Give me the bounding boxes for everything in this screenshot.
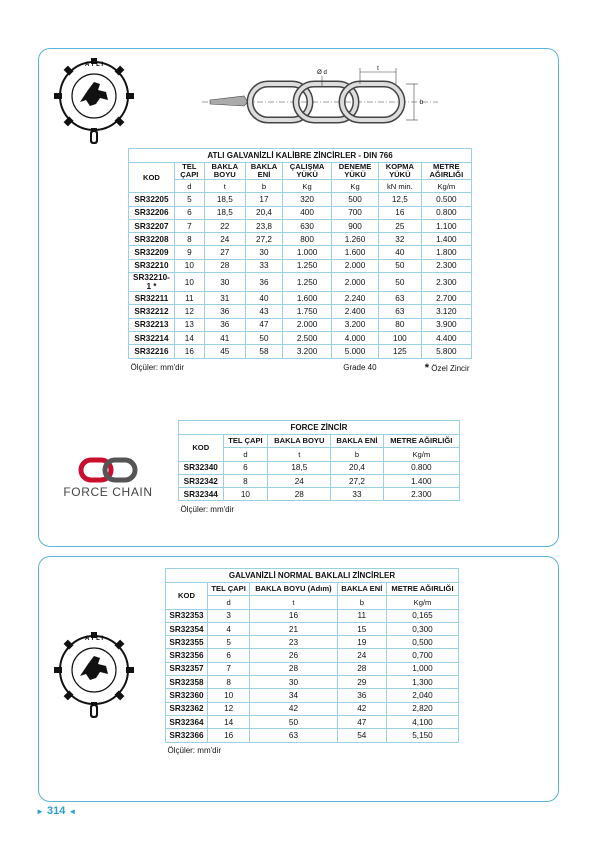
table-title: GALVANİZLİ NORMAL BAKLALI ZİNCİRLER <box>166 569 459 583</box>
table-cell: 8 <box>174 233 204 246</box>
table-cell: 0.800 <box>383 461 459 474</box>
table-row <box>129 273 472 292</box>
col-header: BAKLA ENİ <box>245 163 282 180</box>
table-cell: 22 <box>204 219 245 232</box>
table-row <box>129 331 472 344</box>
table-cell: 2.300 <box>421 273 471 292</box>
table-title: ATLI GALVANİZLİ KALİBRE ZİNCİRLER - DIN 766 <box>129 149 472 163</box>
table-cell: 50 <box>379 259 422 272</box>
table-cell: 2,820 <box>386 702 458 715</box>
table-cell: 54 <box>337 729 386 742</box>
table-cell: 2.240 <box>332 292 379 305</box>
table-cell: 50 <box>250 715 337 728</box>
company-logo <box>54 632 134 722</box>
table-cell: 15 <box>337 622 386 635</box>
table-cell: 10 <box>223 488 268 501</box>
page-number <box>36 805 76 817</box>
table-cell: 18,5 <box>204 193 245 206</box>
unit-cell: t <box>268 448 331 461</box>
table-cell: 42 <box>337 702 386 715</box>
table-cell: 36 <box>204 318 245 331</box>
table-row <box>166 729 459 742</box>
table-cell: 800 <box>283 233 332 246</box>
table-cell: 10 <box>174 273 204 292</box>
table-cell: 29 <box>337 676 386 689</box>
table-cell: 20,4 <box>245 206 282 219</box>
force-chain-logo <box>55 456 161 504</box>
force-chain-table <box>178 420 460 514</box>
table-cell: 33 <box>331 488 383 501</box>
product-code: SR32210-1 * <box>129 273 175 292</box>
table-cell: 50 <box>379 273 422 292</box>
table-cell: 4.400 <box>421 331 471 344</box>
table-cell: 2.700 <box>421 292 471 305</box>
table-cell: 1.260 <box>332 233 379 246</box>
table-cell: 10 <box>207 689 249 702</box>
unit-cell: t <box>250 596 337 609</box>
table-cell: 25 <box>379 219 422 232</box>
table-cell: 3.900 <box>421 318 471 331</box>
product-code: SR32355 <box>166 636 208 649</box>
product-code: SR32353 <box>166 609 208 622</box>
table-cell: 28 <box>204 259 245 272</box>
svg-text:A T L I: A T L I <box>85 636 103 642</box>
col-header: METRE AĞIRLIĞI <box>383 435 459 448</box>
diagram-label-d: Ø d <box>317 70 327 76</box>
page-number-text: 314 <box>46 805 66 817</box>
table-cell: 43 <box>245 305 282 318</box>
table-cell: 3 <box>207 609 249 622</box>
table-cell: 1.250 <box>283 259 332 272</box>
table-cell: 33 <box>245 259 282 272</box>
product-code: SR32205 <box>129 193 175 206</box>
table-row <box>166 689 459 702</box>
table-cell: 5 <box>207 636 249 649</box>
unit-cell: Kg <box>332 180 379 193</box>
table-row <box>166 609 459 622</box>
table-cell: 1.100 <box>421 219 471 232</box>
table-cell: 2.300 <box>421 259 471 272</box>
col-header: KOPMA YÜKÜ <box>379 163 422 180</box>
table-cell: 500 <box>332 193 379 206</box>
product-code: SR32360 <box>166 689 208 702</box>
table-cell: 320 <box>283 193 332 206</box>
unit-cell: kN min. <box>379 180 422 193</box>
table-cell: 630 <box>283 219 332 232</box>
table-footer <box>179 501 460 514</box>
table-cell: 400 <box>283 206 332 219</box>
col-header: BAKLA ENİ <box>337 583 386 596</box>
table-cell: 47 <box>337 715 386 728</box>
chain-dimension-diagram <box>200 62 440 142</box>
table-cell: 7 <box>207 662 249 675</box>
table-cell: 2.400 <box>332 305 379 318</box>
table-cell: 30 <box>204 273 245 292</box>
table-row <box>129 318 472 331</box>
table-cell: 6 <box>174 206 204 219</box>
table-row <box>179 488 460 501</box>
table-cell: 13 <box>174 318 204 331</box>
table-footer <box>166 742 459 755</box>
table-cell: 12 <box>174 305 204 318</box>
table-title: FORCE ZİNCİR <box>179 421 460 435</box>
footer-star: * <box>424 361 430 374</box>
unit-cell: d <box>223 448 268 461</box>
table-cell: 24 <box>204 233 245 246</box>
table-cell: 42 <box>250 702 337 715</box>
col-header: TEL ÇAPI <box>207 583 249 596</box>
footer-grade: Grade 40 <box>343 363 377 373</box>
table-cell: 4 <box>207 622 249 635</box>
table-cell: 1.250 <box>283 273 332 292</box>
table-cell: 2.000 <box>283 318 332 331</box>
arrow-right-icon: ► <box>36 807 44 816</box>
table-row <box>166 676 459 689</box>
table-row <box>166 649 459 662</box>
table-cell: 5.800 <box>421 345 471 358</box>
diagram-label-b: b <box>420 100 424 106</box>
table-cell: 5.000 <box>332 345 379 358</box>
table-cell: 36 <box>337 689 386 702</box>
table-cell: 30 <box>250 676 337 689</box>
table-cell: 24 <box>337 649 386 662</box>
table-row <box>129 292 472 305</box>
units-row <box>166 596 459 609</box>
table-cell: 1.400 <box>383 474 459 487</box>
table-cell: 125 <box>379 345 422 358</box>
table-row <box>179 474 460 487</box>
table-cell: 2.000 <box>332 273 379 292</box>
force-chain-text: FORCE CHAIN <box>63 485 153 499</box>
table-cell: 1,300 <box>386 676 458 689</box>
table-cell: 28 <box>250 662 337 675</box>
table-cell: 34 <box>250 689 337 702</box>
table-cell: 9 <box>174 246 204 259</box>
col-header: BAKLA BOYU <box>204 163 245 180</box>
table-row <box>129 259 472 272</box>
table-cell: 3.200 <box>283 345 332 358</box>
table-cell: 5,150 <box>386 729 458 742</box>
table-cell: 16 <box>379 206 422 219</box>
product-code: SR32212 <box>129 305 175 318</box>
table-cell: 17 <box>245 193 282 206</box>
col-header: BAKLA BOYU <box>268 435 331 448</box>
table-cell: 0.500 <box>421 193 471 206</box>
table-row <box>129 305 472 318</box>
table-cell: 7 <box>174 219 204 232</box>
table-cell: 11 <box>174 292 204 305</box>
table-cell: 47 <box>245 318 282 331</box>
col-header: METRE AĞIRLIĞI <box>386 583 458 596</box>
diagram-label-t: t <box>377 66 379 72</box>
table-cell: 11 <box>337 609 386 622</box>
table-cell: 0,700 <box>386 649 458 662</box>
table-cell: 27 <box>204 246 245 259</box>
table-cell: 4.000 <box>332 331 379 344</box>
table-cell: 21 <box>250 622 337 635</box>
product-code: SR32356 <box>166 649 208 662</box>
table-cell: 16 <box>174 345 204 358</box>
table-row <box>166 622 459 635</box>
table-cell: 18,5 <box>204 206 245 219</box>
product-code: SR32208 <box>129 233 175 246</box>
table-cell: 1.000 <box>283 246 332 259</box>
unit-cell: b <box>337 596 386 609</box>
table-cell: 58 <box>245 345 282 358</box>
table-cell: 700 <box>332 206 379 219</box>
table-cell: 26 <box>250 649 337 662</box>
table-cell: 28 <box>337 662 386 675</box>
atli-chain-table <box>128 148 472 374</box>
product-code: SR32207 <box>129 219 175 232</box>
product-code: SR32211 <box>129 292 175 305</box>
table-cell: 900 <box>332 219 379 232</box>
table-cell: 0.800 <box>421 206 471 219</box>
table-cell: 8 <box>223 474 268 487</box>
unit-cell: d <box>174 180 204 193</box>
product-code: SR32362 <box>166 702 208 715</box>
unit-cell: Kg <box>283 180 332 193</box>
svg-text:A T L I: A T L I <box>85 62 103 68</box>
table-cell: 40 <box>379 246 422 259</box>
col-header-kod: KOD <box>129 163 175 193</box>
table-cell: 1.600 <box>332 246 379 259</box>
company-logo <box>54 58 134 148</box>
product-code: SR32358 <box>166 676 208 689</box>
table-cell: 40 <box>245 292 282 305</box>
table-footer <box>129 358 472 374</box>
table-row <box>179 461 460 474</box>
table-cell: 14 <box>207 715 249 728</box>
table-cell: 16 <box>250 609 337 622</box>
table-cell: 1.750 <box>283 305 332 318</box>
table-cell: 36 <box>245 273 282 292</box>
footer-units-note: Ölçüler: mm'dir <box>180 504 235 514</box>
table-row <box>166 636 459 649</box>
footer-special: Özel Zincir <box>431 363 470 373</box>
arrow-left-icon: ◄ <box>68 807 77 816</box>
table-cell: 80 <box>379 318 422 331</box>
col-header-kod: KOD <box>166 583 208 610</box>
col-header: BAKLA ENİ <box>331 435 383 448</box>
table-cell: 12 <box>207 702 249 715</box>
unit-cell: t <box>204 180 245 193</box>
product-code: SR32206 <box>129 206 175 219</box>
table-cell: 12,5 <box>379 193 422 206</box>
table-cell: 2.300 <box>383 488 459 501</box>
unit-cell: d <box>207 596 249 609</box>
unit-cell: Kg/m <box>421 180 471 193</box>
col-header: BAKLA BOYU (Adım) <box>250 583 337 596</box>
table-cell: 24 <box>268 474 331 487</box>
table-cell: 20,4 <box>331 461 383 474</box>
table-cell: 63 <box>379 292 422 305</box>
table-cell: 8 <box>207 676 249 689</box>
col-header: METRE AĞIRLIĞI <box>421 163 471 180</box>
product-code: SR32340 <box>179 461 224 474</box>
product-code: SR32354 <box>166 622 208 635</box>
product-code: SR32213 <box>129 318 175 331</box>
table-cell: 2,040 <box>386 689 458 702</box>
table-row <box>129 206 472 219</box>
table-row <box>129 193 472 206</box>
product-code: SR32366 <box>166 729 208 742</box>
table-cell: 27,2 <box>331 474 383 487</box>
table-row <box>129 233 472 246</box>
table-cell: 1,000 <box>386 662 458 675</box>
table-cell: 32 <box>379 233 422 246</box>
product-code: SR32364 <box>166 715 208 728</box>
units-row <box>129 180 472 193</box>
table-row <box>166 702 459 715</box>
product-code: SR32342 <box>179 474 224 487</box>
table-cell: 0,165 <box>386 609 458 622</box>
product-code: SR32344 <box>179 488 224 501</box>
col-header: TEL ÇAPI <box>223 435 268 448</box>
table-cell: 0,300 <box>386 622 458 635</box>
table-cell: 6 <box>223 461 268 474</box>
table-cell: 30 <box>245 246 282 259</box>
product-code: SR32209 <box>129 246 175 259</box>
table-cell: 28 <box>268 488 331 501</box>
footer-units-note: Ölçüler: mm'dir <box>167 745 222 755</box>
table-cell: 45 <box>204 345 245 358</box>
table-row <box>129 246 472 259</box>
col-header: DENEME YÜKÜ <box>332 163 379 180</box>
unit-cell: Kg/m <box>383 448 459 461</box>
chain-links-icon <box>55 456 161 484</box>
table-cell: 31 <box>204 292 245 305</box>
table-cell: 1.600 <box>283 292 332 305</box>
table-cell: 27,2 <box>245 233 282 246</box>
table-cell: 36 <box>204 305 245 318</box>
col-header-kod: KOD <box>179 435 224 462</box>
table-cell: 1.800 <box>421 246 471 259</box>
table-cell: 23,8 <box>245 219 282 232</box>
table-cell: 16 <box>207 729 249 742</box>
table-cell: 0,500 <box>386 636 458 649</box>
unit-cell: b <box>331 448 383 461</box>
table-cell: 2.000 <box>332 259 379 272</box>
table-cell: 2.500 <box>283 331 332 344</box>
footer-units-note: Ölçüler: mm'dir <box>130 363 185 373</box>
table-cell: 41 <box>204 331 245 344</box>
product-code: SR32216 <box>129 345 175 358</box>
normal-chain-table <box>165 568 459 755</box>
table-cell: 4,100 <box>386 715 458 728</box>
table-cell: 6 <box>207 649 249 662</box>
table-cell: 18,5 <box>268 461 331 474</box>
col-header: ÇALIŞMA YÜKÜ <box>283 163 332 180</box>
table-cell: 5 <box>174 193 204 206</box>
table-cell: 63 <box>379 305 422 318</box>
table-cell: 3.120 <box>421 305 471 318</box>
table-cell: 23 <box>250 636 337 649</box>
table-cell: 14 <box>174 331 204 344</box>
table-cell: 19 <box>337 636 386 649</box>
unit-cell: Kg/m <box>386 596 458 609</box>
product-code: SR32357 <box>166 662 208 675</box>
unit-cell: b <box>245 180 282 193</box>
table-row <box>166 715 459 728</box>
table-cell: 50 <box>245 331 282 344</box>
table-row <box>129 345 472 358</box>
table-cell: 63 <box>250 729 337 742</box>
col-header: TEL ÇAPI <box>174 163 204 180</box>
table-cell: 10 <box>174 259 204 272</box>
table-row <box>166 662 459 675</box>
table-row <box>129 219 472 232</box>
table-cell: 3.200 <box>332 318 379 331</box>
product-code: SR32214 <box>129 331 175 344</box>
table-cell: 100 <box>379 331 422 344</box>
product-code: SR32210 <box>129 259 175 272</box>
table-cell: 1.400 <box>421 233 471 246</box>
